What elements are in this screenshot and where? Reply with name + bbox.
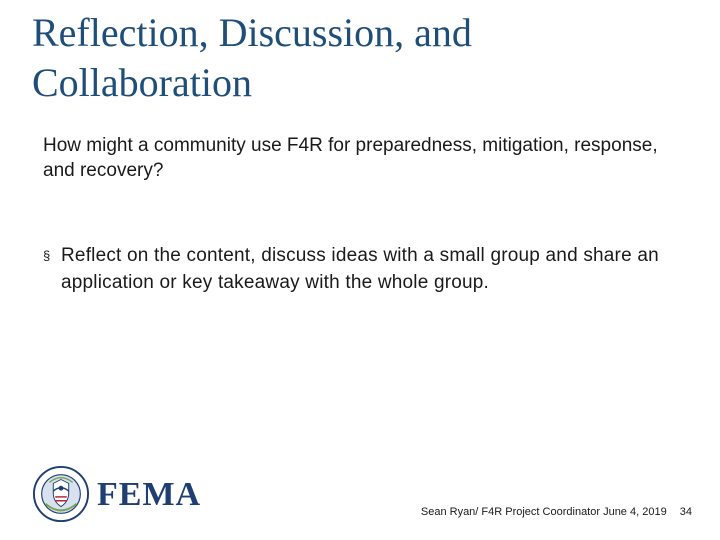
dhs-seal-icon: [32, 465, 90, 523]
discussion-question: How might a community use F4R for preparedness, mitigation, response, and recovery?: [43, 135, 658, 181]
fema-wordmark: FEMA: [97, 476, 202, 513]
bullet-list: [43, 242, 683, 296]
page-number: 34: [679, 506, 692, 518]
fema-logo: [32, 463, 202, 525]
bullet-text: Reflect on the content, discuss ideas with a small group and share an application or key takeaway with the whole group.: [61, 245, 659, 293]
slide-footer: [421, 505, 692, 519]
slide-title: Reflection, Discussion, and Collaboration: [32, 10, 472, 105]
bullet-marker: §: [43, 248, 51, 263]
bullet-item: [43, 242, 683, 296]
footer-attribution: Sean Ryan/ F4R Project Coordinator June 4, 2019: [420, 506, 667, 518]
